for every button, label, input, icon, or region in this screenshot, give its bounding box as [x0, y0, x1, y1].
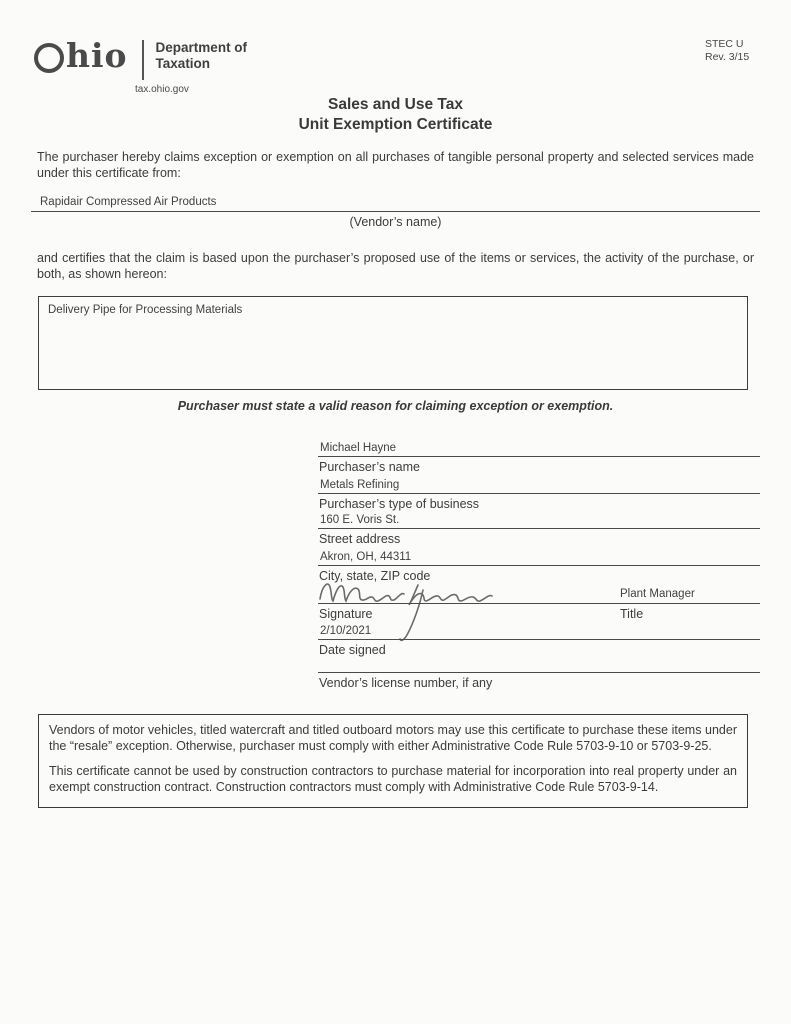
vendor-name-value: Rapidair Compressed Air Products — [40, 196, 217, 208]
logo-divider — [142, 40, 144, 80]
title-value: Plant Manager — [620, 588, 695, 600]
street-address-line — [318, 528, 760, 529]
ohio-wordmark — [34, 38, 128, 74]
title-label: Title — [620, 607, 644, 621]
business-type-value: Metals Refining — [320, 479, 400, 491]
ohio-wordmark-text: hio — [66, 36, 128, 75]
business-type-label: Purchaser’s type of business — [319, 497, 480, 511]
signature-last-name-stroke — [409, 585, 492, 605]
vendor-license-label: Vendor’s license number, if any — [319, 676, 493, 690]
agency-line1: Department of — [155, 40, 248, 55]
intro-paragraph: The purchaser hereby claims exception or exemption on all purchases of tangible personal property and selected services made under this certificate from: — [37, 150, 754, 180]
form-title-line2: Unit Exemption Certificate — [298, 116, 493, 133]
form-title-line1: Sales and Use Tax — [328, 96, 463, 113]
reason-value: Delivery Pipe for Processing Materials — [48, 304, 243, 316]
notice-resale-paragraph: Vendors of motor vehicles, titled watercraft and titled outboard motors may use this certificate to purchase these items under the “resale” exception. Otherwise, purchaser must comply with either Administrative Code Rule 5703-9-10 or 5703-9-25. — [49, 723, 737, 753]
signature-descender-stroke — [400, 590, 423, 640]
form-code: STEC U — [705, 38, 744, 50]
ohio-taxation-logo — [34, 38, 247, 80]
form-code-block — [705, 38, 749, 64]
signature-line — [318, 603, 760, 604]
vendor-name-label: (Vendor’s name) — [349, 215, 442, 229]
business-type-line — [318, 493, 760, 494]
purchaser-name-value: Michael Hayne — [320, 442, 397, 454]
vendor-name-line — [31, 211, 760, 212]
form-title — [0, 95, 791, 135]
date-signed-value: 2/10/2021 — [320, 625, 372, 637]
ohio-o-icon — [34, 43, 64, 73]
agency-line2: Taxation — [155, 56, 211, 71]
website-text: tax.ohio.gov — [135, 84, 189, 95]
date-signed-label: Date signed — [319, 643, 386, 657]
signature-first-name-stroke — [320, 584, 404, 601]
signature-label: Signature — [319, 607, 373, 621]
form-revision: Rev. 3/15 — [705, 51, 750, 63]
agency-name — [156, 38, 248, 72]
notice-box — [38, 714, 748, 808]
purchaser-name-line — [318, 456, 760, 457]
reason-note: Purchaser must state a valid reason for claiming exception or exemption. — [177, 399, 614, 413]
certify-paragraph: and certifies that the claim is based upon the purchaser’s proposed use of the items or services, the activity of the purchase, or both, as shown hereon: — [37, 251, 754, 281]
purchaser-name-label: Purchaser’s name — [319, 460, 420, 474]
date-signed-line — [318, 639, 760, 640]
notice-contractors-paragraph: This certificate cannot be used by construction contractors to purchase material for incorporation into real property under an exempt construction contract. Construction contractors must comply with Administrative Code Rule 5703-9-14. — [49, 764, 737, 794]
street-address-value: 160 E. Voris St. — [320, 514, 400, 526]
city-state-zip-label: City, state, ZIP code — [319, 569, 431, 583]
city-state-zip-value: Akron, OH, 44311 — [320, 551, 412, 563]
city-state-zip-line — [318, 565, 760, 566]
vendor-license-line — [318, 672, 760, 673]
street-address-label: Street address — [319, 532, 401, 546]
